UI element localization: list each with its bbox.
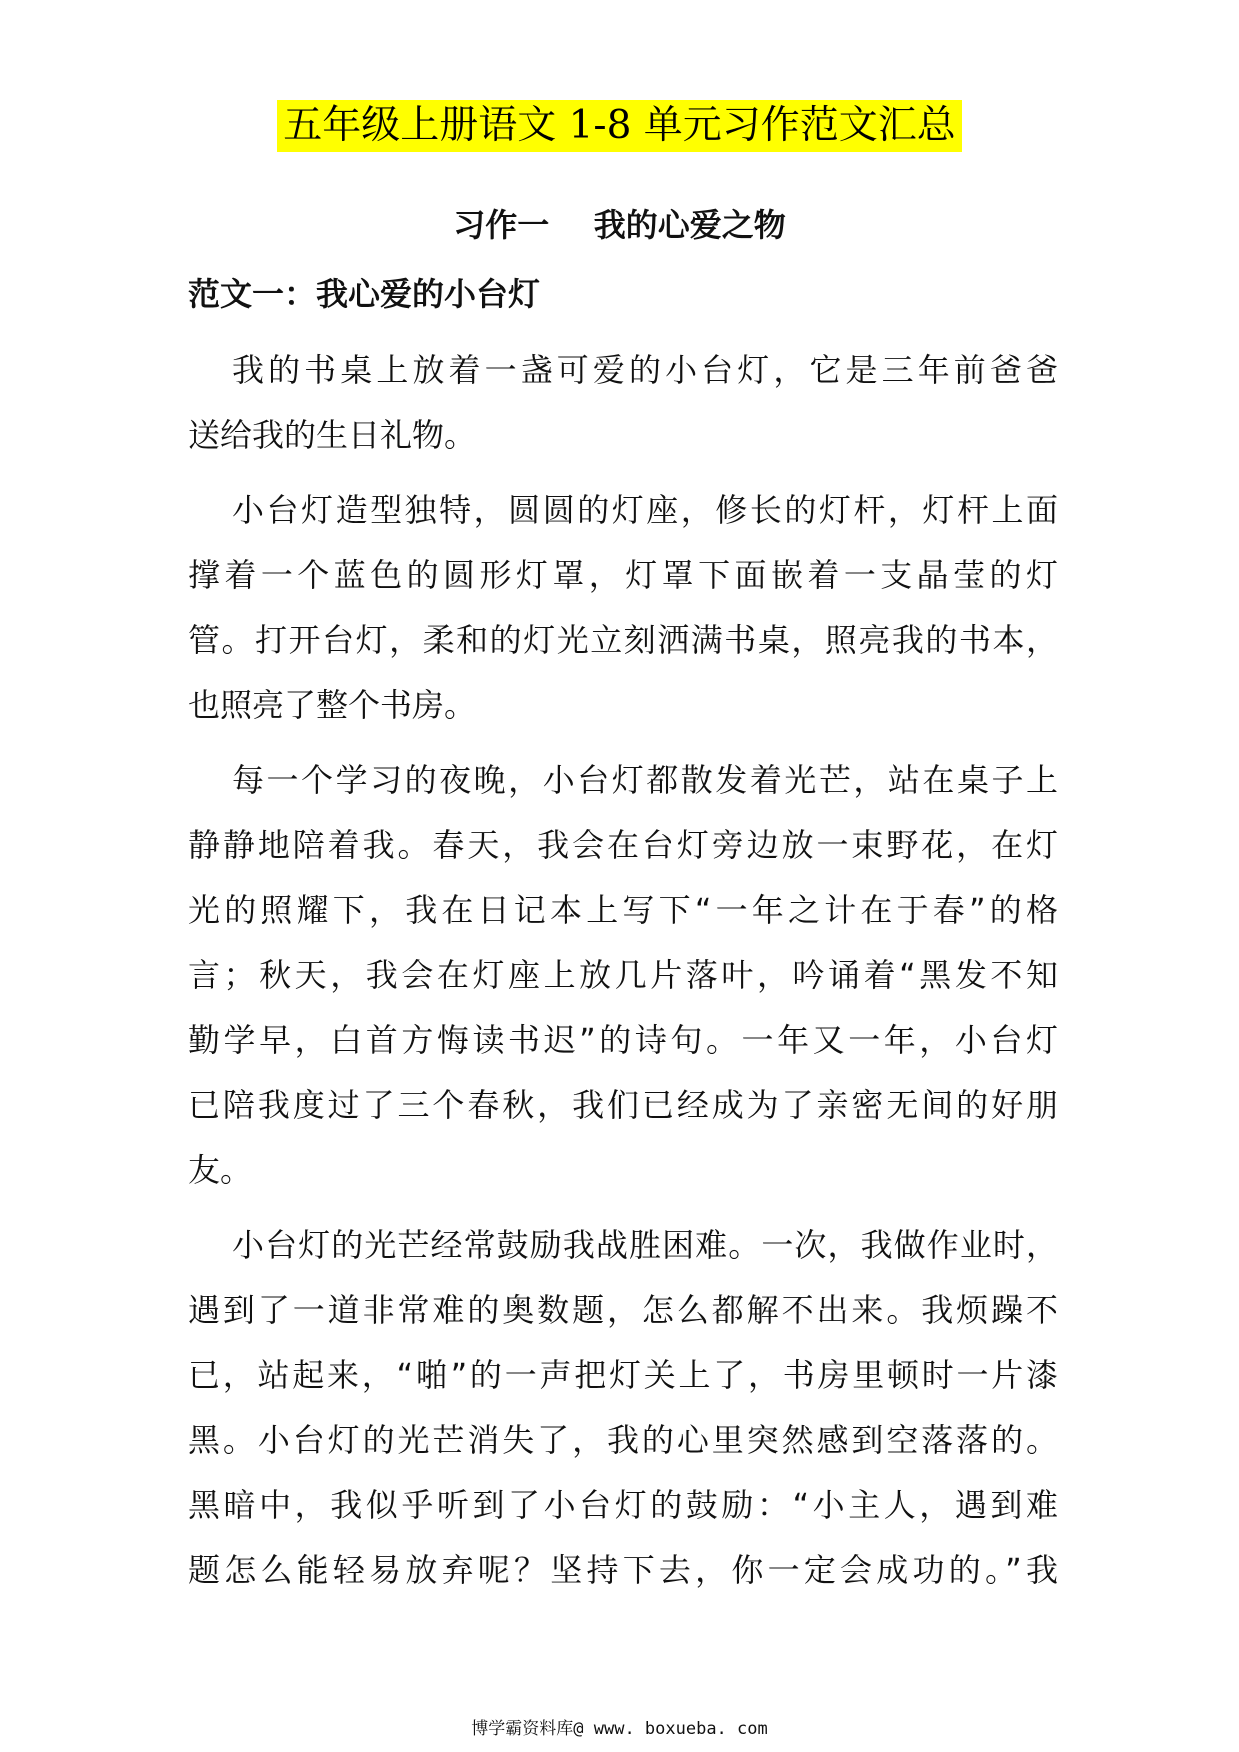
text-line: 黑暗中，我似乎听到了小台灯的鼓励：“小主人，遇到难 bbox=[188, 1486, 1058, 1524]
essay-title: 范文一：我心爱的小台灯 bbox=[188, 275, 541, 313]
text-line: 我的书桌上放着一盏可爱的小台灯，它是三年前爸爸 bbox=[232, 351, 1058, 389]
text-line: 小台灯造型独特，圆圆的灯座，修长的灯杆，灯杆上面 bbox=[232, 491, 1058, 529]
paragraph bbox=[188, 338, 1058, 468]
text-line: 撑着一个蓝色的圆形灯罩，灯罩下面嵌着一支晶莹的灯 bbox=[188, 556, 1058, 594]
text-line: 已陪我度过了三个春秋，我们已经成为了亲密无间的好朋 bbox=[188, 1086, 1058, 1124]
text-line: 言；秋天，我会在灯座上放几片落叶，吟诵着“黑发不知 bbox=[188, 956, 1058, 994]
paragraph bbox=[188, 478, 1058, 738]
text-line: 小台灯的光芒经常鼓励我战胜困难。一次，我做作业时， bbox=[232, 1226, 1058, 1264]
text-line: 管。打开台灯，柔和的灯光立刻洒满书桌，照亮我的书本， bbox=[188, 621, 1058, 659]
text-line: 勤学早，白首方悔读书迟”的诗句。一年又一年，小台灯 bbox=[188, 1021, 1058, 1059]
text-line: 题怎么能轻易放弃呢？坚持下去，你一定会成功的。”我 bbox=[188, 1551, 1058, 1589]
essay-body bbox=[188, 338, 1058, 1613]
text-line: 已，站起来，“啪”的一声把灯关上了，书房里顿时一片漆 bbox=[188, 1356, 1058, 1394]
text-line: 遇到了一道非常难的奥数题，怎么都解不出来。我烦躁不 bbox=[188, 1291, 1058, 1329]
document-title: 五年级上册语文 1-8 单元习作范文汇总 bbox=[277, 100, 962, 152]
text-line: 光的照耀下，我在日记本上写下“一年之计在于春”的格 bbox=[188, 891, 1058, 929]
section-title: 习作一 我的心爱之物 bbox=[453, 206, 786, 244]
text-line: 也照亮了整个书房。 bbox=[188, 686, 477, 724]
text-line: 静静地陪着我。春天，我会在台灯旁边放一束野花，在灯 bbox=[188, 826, 1058, 864]
footer-watermark: 博学霸资料库@ www. boxueba. com bbox=[471, 1719, 768, 1739]
paragraph bbox=[188, 748, 1058, 1203]
text-line: 送给我的生日礼物。 bbox=[188, 416, 477, 454]
document-title-wrap bbox=[0, 100, 1239, 152]
text-line: 黑。小台灯的光芒消失了，我的心里突然感到空落落的。 bbox=[188, 1421, 1058, 1459]
text-line: 每一个学习的夜晚，小台灯都散发着光芒，站在桌子上 bbox=[232, 761, 1058, 799]
paragraph bbox=[188, 1213, 1058, 1603]
text-line: 友。 bbox=[188, 1151, 253, 1189]
